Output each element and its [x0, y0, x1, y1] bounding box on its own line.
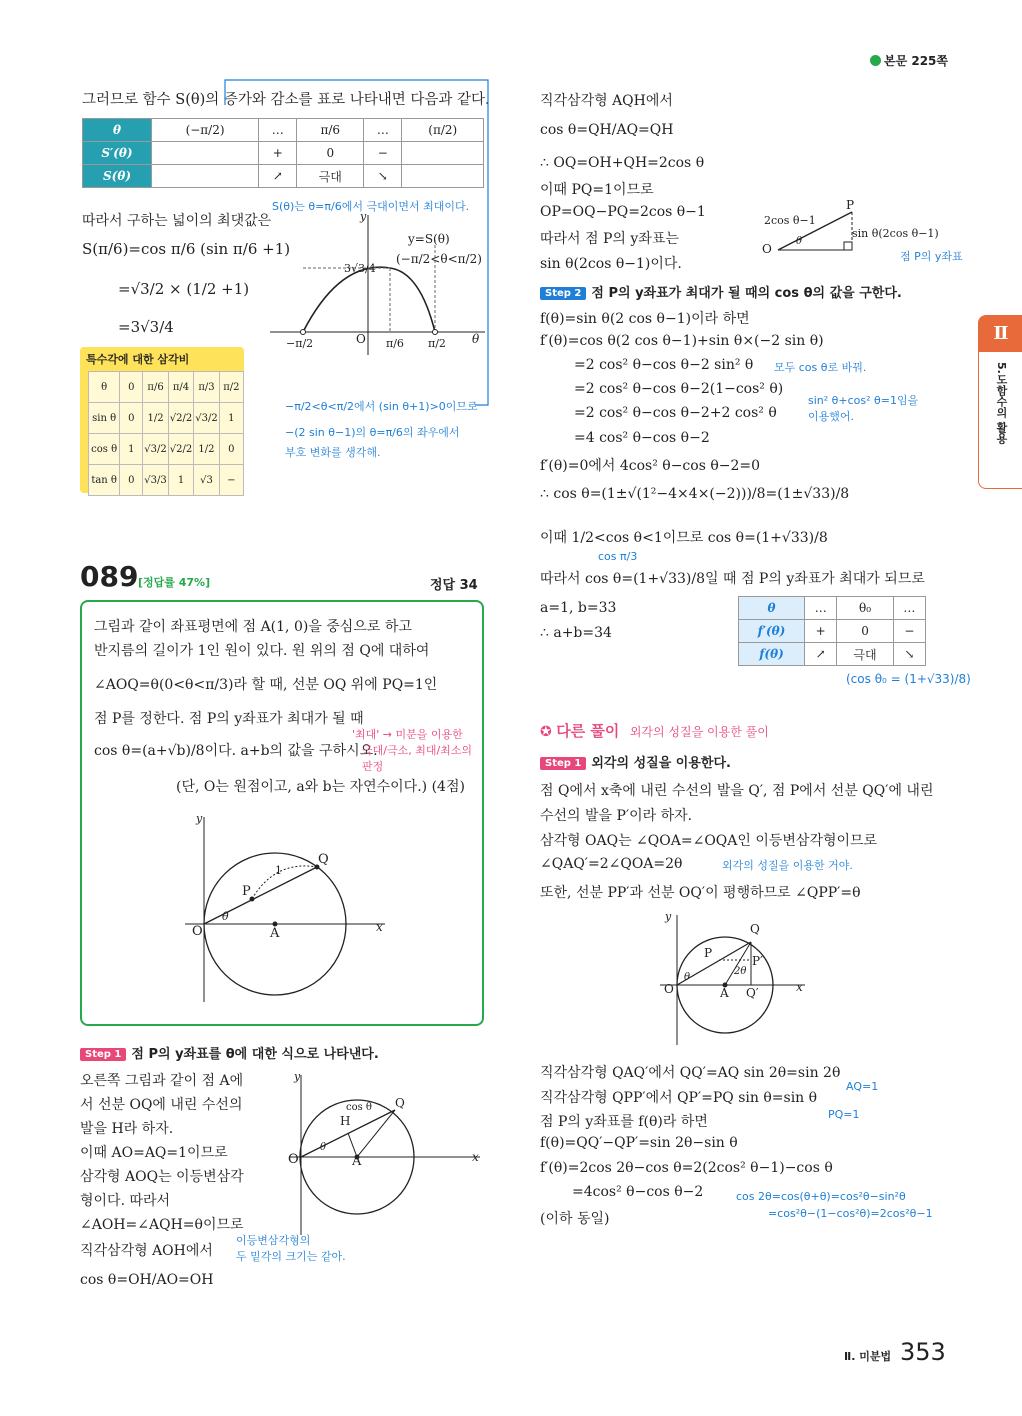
afig-q: Q	[750, 922, 760, 936]
alt-step-badge: Step 1	[540, 757, 586, 770]
s-graph-func: y=S(θ)	[408, 232, 450, 246]
s1fig-q: Q	[395, 1096, 405, 1110]
s-graph-xtick-4: π/2	[428, 337, 446, 350]
s1fig-y: y	[294, 1070, 301, 1083]
alt2-line-2: 직각삼각형 QPP′에서 QP′=PQ sin θ=sin θ	[540, 1090, 818, 1106]
alt-line-5: 또한, 선분 PP′과 선분 OQ′이 평행하므로 ∠QPP′=θ	[540, 885, 861, 901]
s2-line-4: =2 cos² θ−cos θ−2(1−cos² θ)	[574, 381, 784, 397]
s2-line-2: f′(θ)=cos θ(2 cos θ−1)+sin θ×(−2 sin θ)	[540, 333, 824, 349]
alt-note-aq: AQ=1	[846, 1080, 879, 1093]
pfig-y: y	[196, 812, 203, 825]
problem-note-1: '최대' → 미분을 이용한	[352, 728, 463, 741]
problem-note-3: 판정	[362, 760, 384, 773]
pfig2-note: 점 P의 y좌표	[900, 250, 963, 263]
s2-line-12: ∴ a+b=34	[540, 625, 612, 641]
pfig-one: 1	[275, 864, 282, 877]
s-graph-xtick-1: −π/2	[286, 337, 314, 350]
pfig-p: P	[242, 884, 251, 899]
alt-line-1: 점 Q에서 x축에 내린 수선의 발을 Q′, 점 P에서 선분 QQ′에 내린	[540, 783, 934, 799]
s2-line-11: a=1, b=33	[540, 600, 617, 616]
afig-x: x	[796, 980, 803, 994]
step1-line-4: 이때 AO=AQ=1이므로	[80, 1145, 228, 1161]
tab-chapter: 5.도함수의 활용	[995, 362, 1008, 444]
s-graph-range: (−π/2<θ<π/2)	[396, 252, 482, 266]
problem-text-5: cos θ=(a+√b)/8이다. a+b의 값을 구하시오.	[94, 743, 378, 759]
afig-2theta: 2θ	[734, 966, 747, 977]
pfig2-o: O	[762, 242, 772, 256]
star-icon: ✪	[540, 724, 552, 740]
eq-s3: =3√3/4	[118, 318, 174, 336]
step1-figure	[285, 1070, 485, 1240]
footer-section: Ⅱ. 미분법	[844, 1350, 892, 1363]
special-angle-title: 특수각에 대한 삼각비	[86, 353, 190, 366]
step1-heading: Step 1 점 P의 y좌표를 θ에 대한 식으로 나타낸다.	[80, 1043, 379, 1062]
alt-line-2: 수선의 발을 P′이라 하자.	[540, 808, 693, 824]
afig-p: P	[704, 946, 713, 960]
page-number: 353	[900, 1338, 946, 1366]
pfig2-p: P	[846, 198, 855, 212]
s-graph-xtick-2: O	[356, 332, 366, 346]
note-sign-1: −π/2<θ<π/2에서 (sin θ+1)>0이므로	[285, 400, 478, 413]
problem-text-3: ∠AOQ=θ(0<θ<π/3)라 할 때, 선분 OQ 위에 PQ=1인	[94, 677, 438, 693]
s-graph-xtick-3: π/6	[386, 337, 404, 350]
step2-badge: Step 2	[540, 287, 586, 300]
alt-figure	[655, 910, 815, 1050]
problem-text-1: 그림과 같이 좌표평면에 점 A(1, 0)을 중심으로 하고	[94, 619, 412, 635]
problem-figure	[180, 812, 390, 1007]
s2-line-8: ∴ cos θ=(1±√(1²−4×4×(−2)))/8=(1±√33)/8	[540, 486, 850, 502]
step1-badge: Step 1	[80, 1048, 126, 1061]
sign-table: θ (−π/2) … π/6 … (π/2) S′(θ) + 0 − S(θ) ↗ 극대 ↘	[82, 118, 484, 188]
alt-note-c2: =cos²θ−(1−cos²θ)=2cos²θ−1	[768, 1207, 933, 1220]
pfig2-height: sin θ(2cos θ−1)	[852, 227, 939, 240]
step1-line-3: 발을 H라 하자.	[80, 1121, 174, 1137]
alt-step-heading: Step 1 외각의 성질을 이용한다.	[540, 752, 731, 771]
alt2-line-4: f(θ)=QQ′−QP′=sin 2θ−sin θ	[540, 1135, 738, 1151]
afig-pp: P′	[752, 954, 763, 968]
r-line-2: cos θ=QH/AQ=QH	[540, 122, 674, 138]
alt2-line-3: 점 P의 y좌표를 f(θ)라 하면	[540, 1114, 708, 1130]
mini-sign-table: θ … θ₀ … f′(θ) + 0 − f(θ) ↗ 극대 ↘	[738, 596, 926, 666]
eq-s2: =√3/2 × (1/2 +1)	[118, 280, 250, 298]
s2-line-9: 이때 1/2<cos θ<1이므로 cos θ=(1+√33)/8	[540, 530, 828, 546]
afig-o: O	[664, 982, 674, 996]
s2-line-5: =2 cos² θ−cos θ−2+2 cos² θ	[574, 405, 777, 421]
step1-line-7: ∠AOH=∠AQH=θ이므로	[80, 1217, 244, 1233]
afig-a: A	[720, 986, 729, 1000]
alt2-line-1: 직각삼각형 QAQ′에서 QQ′=AQ sin 2θ=sin 2θ	[540, 1065, 841, 1081]
special-angle-table: θ 0 π/6 π/4 π/3 π/2 sin θ 0 1/2 √2/2 √3/2 1 cos θ 1 √3/2 √2/2 1/2 0 tan θ 0 √3/3 1 √3 −	[88, 371, 244, 496]
circle-arrow-icon	[870, 55, 881, 66]
header-ref: 본문 225쪽	[870, 52, 948, 69]
line-max: 따라서 구하는 넓이의 최댓값은	[82, 213, 272, 229]
alt-heading: ✪ 다른 풀이 외각의 성질을 이용한 풀이	[540, 722, 769, 740]
problem-text-4: 점 P를 정한다. 점 P의 y좌표가 최대가 될 때	[94, 711, 364, 727]
step1-line-8: 직각삼각형 AOH에서	[80, 1243, 213, 1259]
note-max: S(θ)는 θ=π/6에서 극대이면서 최대이다.	[272, 200, 470, 213]
alt-note-pq: PQ=1	[828, 1108, 860, 1121]
mini-table-foot: (cos θ₀ = (1+√33)/8)	[846, 672, 971, 686]
step1-line-6: 형이다. 따라서	[80, 1193, 171, 1209]
s-graph-xtick-5: θ	[472, 332, 480, 346]
pfig-theta: θ	[222, 910, 229, 923]
pfig-x: x	[376, 920, 383, 934]
note-sign-3: 부호 변화를 생각해.	[285, 446, 381, 459]
afig-qp: Q′	[746, 986, 759, 1000]
r-line-7: sin θ(2cos θ−1)이다.	[540, 256, 682, 272]
s2-line-6: =4 cos² θ−cos θ−2	[574, 430, 710, 446]
pfig-a: A	[270, 926, 280, 941]
step1-note-1: 이등변삼각형의	[236, 1234, 311, 1247]
alt2-line-6: =4cos² θ−cos θ−2	[572, 1184, 704, 1200]
note-sign-2: −(2 sin θ−1)의 θ=π/6의 좌우에서	[285, 426, 460, 439]
pfig-q: Q	[318, 852, 329, 867]
problem-text-6: (단, O는 원점이고, a와 b는 자연수이다.) (4점)	[176, 779, 465, 795]
s1fig-a: A	[352, 1154, 362, 1169]
problem-note-2: 극대/극소, 최대/최소의	[362, 744, 473, 757]
problem-answer: 정답 34	[430, 578, 478, 593]
afig-y: y	[665, 910, 672, 923]
step2-heading: Step 2 점 P의 y좌표가 최대가 될 때의 cos θ의 값을 구한다.	[540, 282, 902, 301]
step1-line-5: 삼각형 AOQ는 이등변삼각	[80, 1169, 244, 1185]
note-id-2: 이용했어.	[808, 410, 855, 423]
step1-note-2: 두 밑각의 크기는 같아.	[236, 1250, 346, 1263]
alt-line-4: ∠QAQ′=2∠QOA=2θ	[540, 856, 683, 872]
intro-line: 그러므로 함수 S(θ)의 증가와 감소를 표로 나타내면 다음과 같다.	[82, 92, 490, 108]
s2-line-1: f(θ)=sin θ(2 cos θ−1)이라 하면	[540, 311, 750, 327]
note-half: cos π/3	[598, 550, 638, 563]
tab-roman: Ⅱ	[979, 316, 1022, 352]
step1-line-9: cos θ=OH/AO=OH	[80, 1272, 214, 1288]
s1fig-o: O	[288, 1152, 299, 1167]
r-line-6: 따라서 점 P의 y좌표는	[540, 231, 679, 247]
note-cos: 모두 cos θ로 바꿔.	[774, 361, 867, 374]
pfig-o: O	[192, 924, 203, 939]
problem-rate: [정답률 47%]	[138, 576, 211, 589]
r-line-3: ∴ OQ=OH+QH=2cos θ	[540, 155, 705, 171]
s-graph-ylabel: y	[360, 210, 367, 223]
s-graph-ymax: 3√3/4	[344, 262, 376, 275]
eq-s1: S(π/6)=cos π/6 (sin π/6 +1)	[82, 240, 291, 258]
step1-line-1: 오른쪽 그림과 같이 점 A에	[80, 1073, 244, 1089]
alt2-line-5: f′(θ)=2cos 2θ−cos θ=2(2cos² θ−1)−cos θ	[540, 1160, 833, 1176]
s1fig-cos: cos θ	[346, 1102, 372, 1113]
s2-line-3: =2 cos² θ−cos θ−2 sin² θ	[574, 357, 754, 373]
pfig2-len: 2cos θ−1	[764, 214, 816, 227]
afig-theta: θ	[684, 972, 691, 983]
r-line-5: OP=OQ−PQ=2cos θ−1	[540, 204, 706, 220]
special-angle-box	[80, 347, 244, 493]
problem-number: 089	[80, 560, 139, 593]
s1fig-x: x	[472, 1150, 479, 1164]
alt-note-c1: cos 2θ=cos(θ+θ)=cos²θ−sin²θ	[736, 1190, 906, 1203]
s1fig-theta: θ	[320, 1142, 327, 1153]
s1fig-h: H	[340, 1114, 351, 1128]
pfig2-theta: θ	[796, 236, 803, 247]
alt2-line-7: (이하 동일)	[540, 1211, 610, 1227]
s2-line-7: f′(θ)=0에서 4cos² θ−cos θ−2=0	[540, 458, 761, 474]
problem-text-2: 반지름의 길이가 1인 원이 있다. 원 위의 점 Q에 대하여	[94, 643, 430, 659]
step1-line-2: 서 선분 OQ에 내린 수선의	[80, 1097, 243, 1113]
alt-note-ext: 외각의 성질을 이용한 거야.	[722, 859, 853, 872]
alt-line-3: 삼각형 OAQ는 ∠QOA=∠OQA인 이등변삼각형이므로	[540, 833, 878, 849]
note-id-1: sin² θ+cos² θ=1임을	[808, 394, 919, 407]
r-line-1: 직각삼각형 AQH에서	[540, 93, 673, 109]
s2-line-10: 따라서 cos θ=(1+√33)/8일 때 점 P의 y좌표가 최대가 되므로	[540, 571, 925, 587]
r-line-4: 이때 PQ=1이므로	[540, 182, 654, 198]
chapter-side-tab[interactable]	[978, 315, 1022, 489]
